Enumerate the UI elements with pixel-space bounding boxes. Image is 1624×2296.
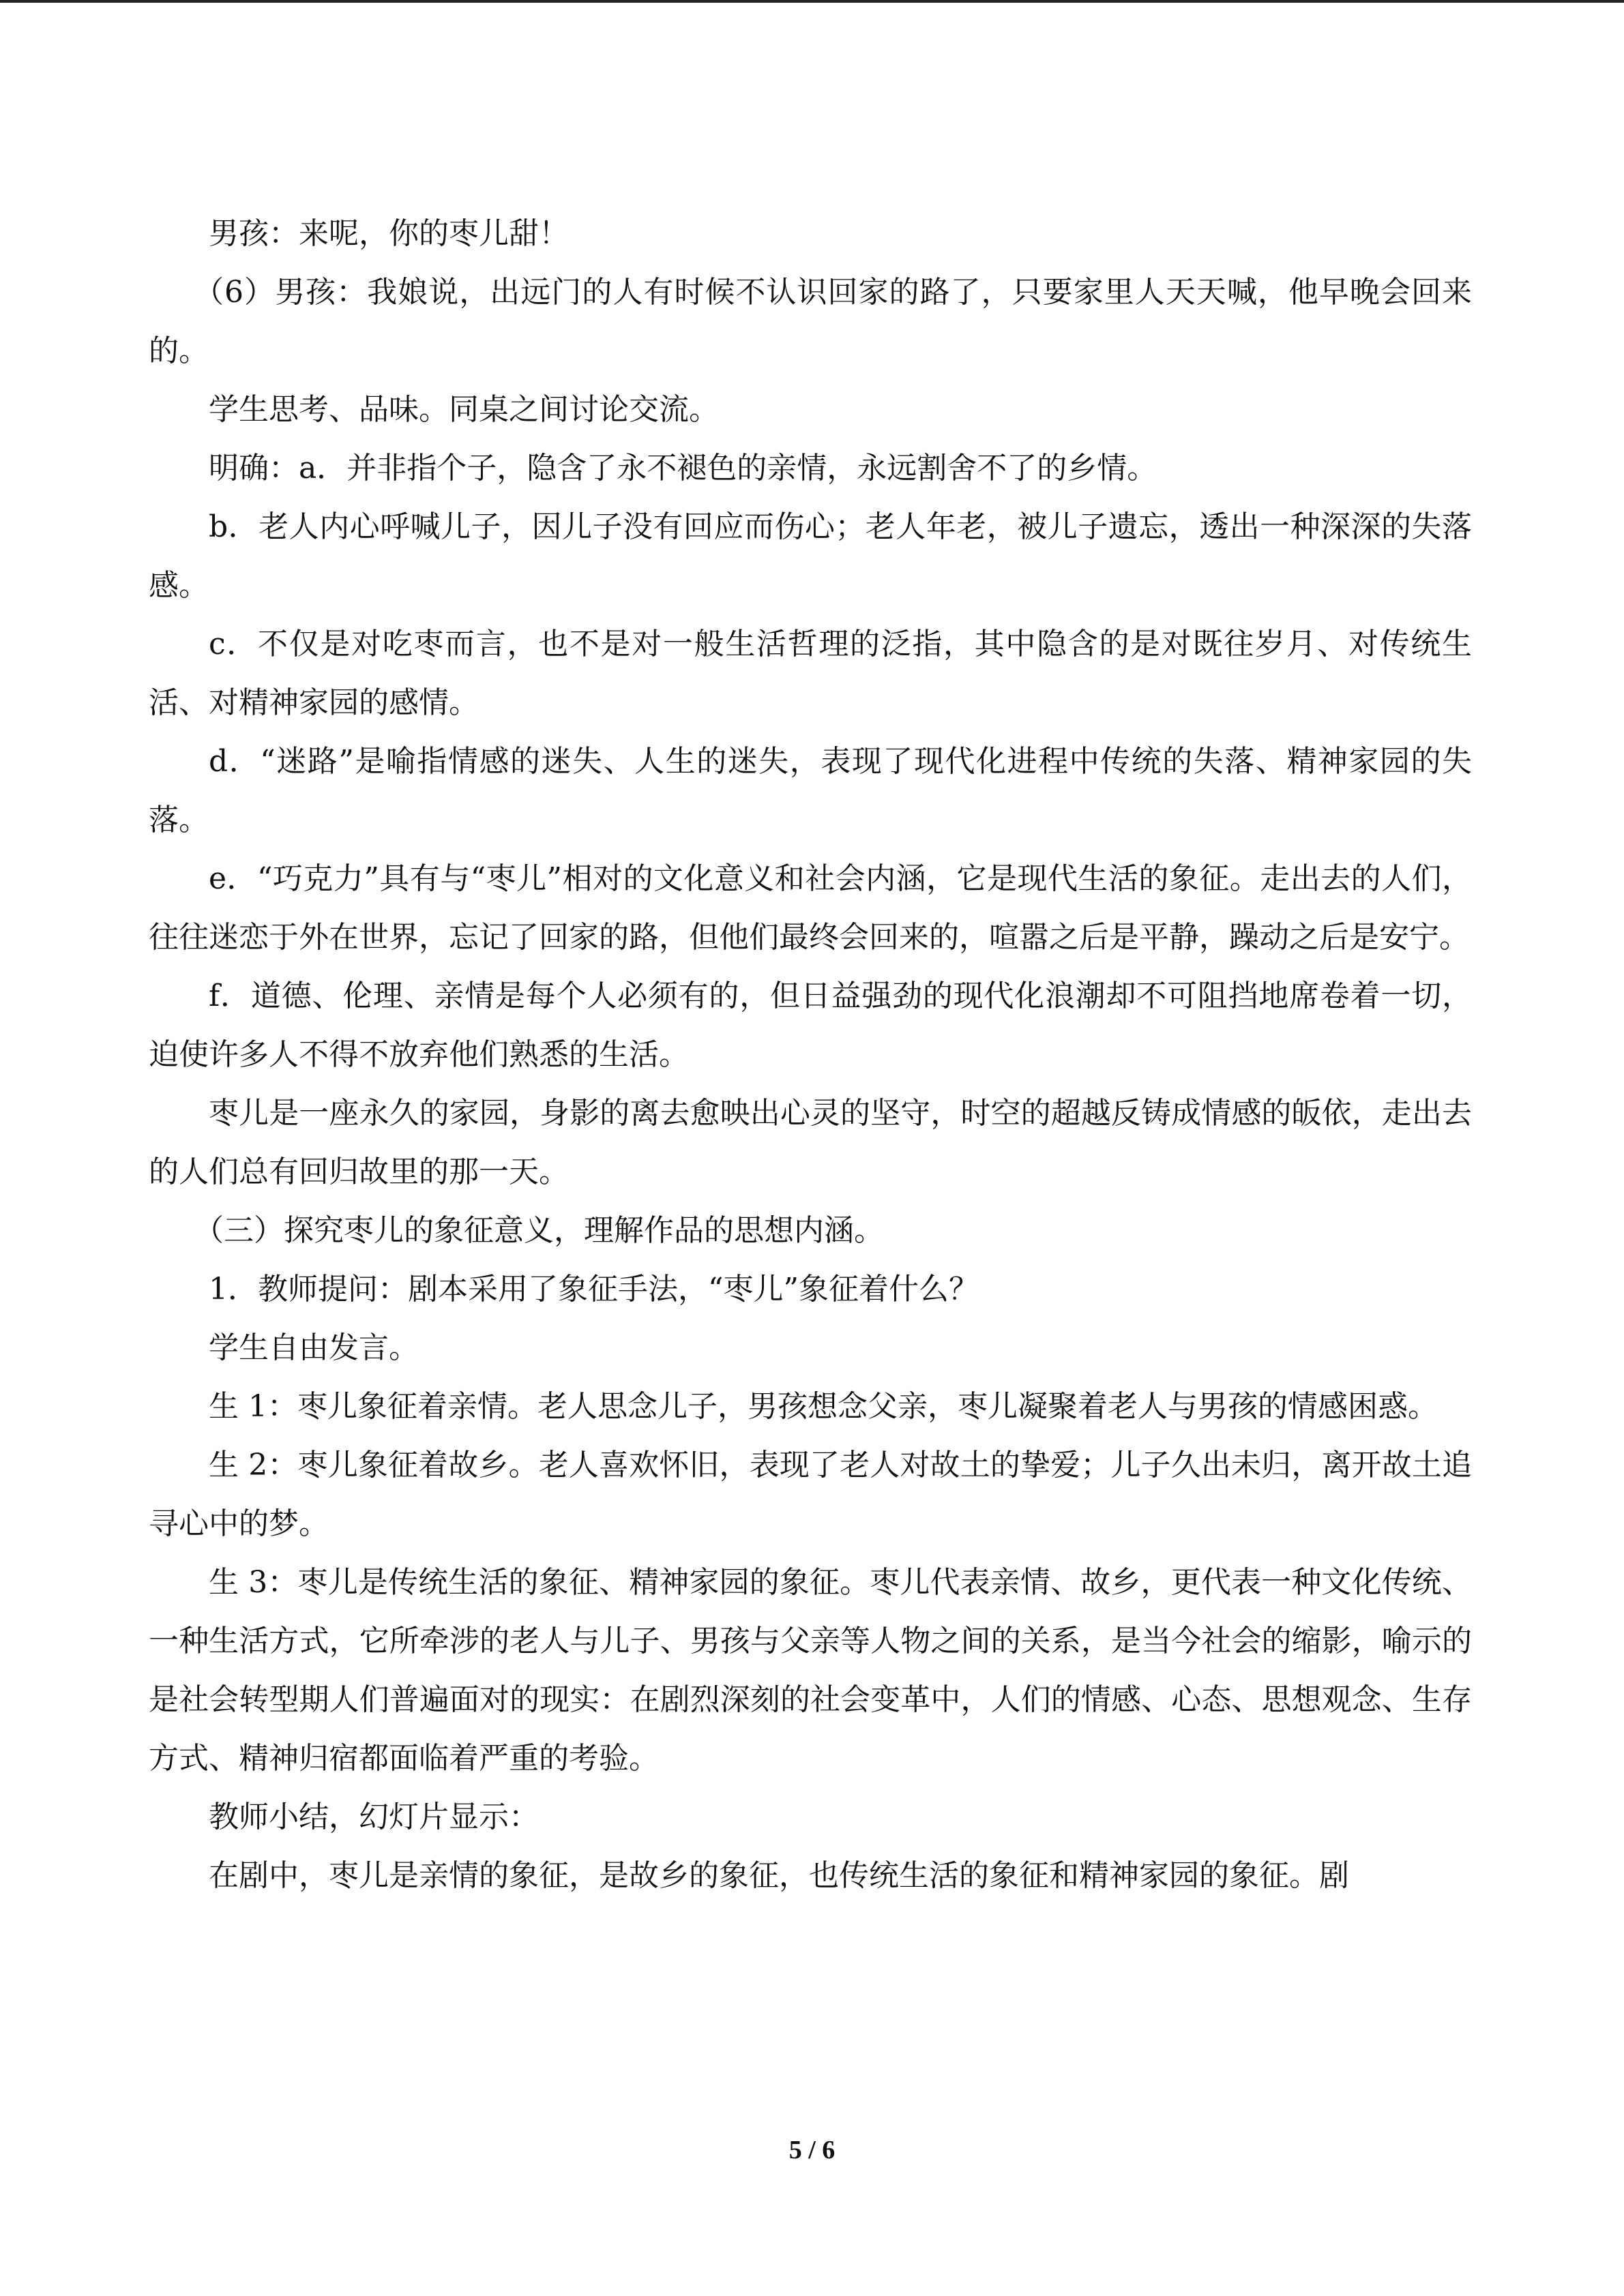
paragraph-answer-e: e．“巧克力”具有与“枣儿”相对的文化意义和社会内涵，它是现代生活的象征。走出去的人们，往往迷恋于外在世界，忘记了回家的路，但他们最终会回来的，喧嚣之后是平静，躁动之后是安宁。: [149, 861, 1472, 955]
paragraph-student-2: 生 2：枣儿象征着故乡。老人喜欢怀旧，表现了老人对故土的挚爱；儿子久出未归，离开故土追寻心中的梦。: [149, 1448, 1472, 1541]
paragraph-dialogue-boy: 男孩：来呢，你的枣儿甜！: [209, 216, 569, 251]
paragraph-answer-d: d．“迷路”是喻指情感的迷失、人生的迷失，表现了现代化进程中传统的失落、精神家园的失落。: [149, 744, 1472, 837]
paragraph-free-speech: 学生自由发言。: [209, 1330, 419, 1365]
page-top-border: [0, 0, 1624, 3]
paragraph-answer-c: c．不仅是对吃枣而言，也不是对一般生活哲理的泛指，其中隐含的是对既往岁月、对传统生活、对精神家园的感情。: [149, 627, 1472, 720]
paragraph-answer-a: 明确：a．并非指个子，隐含了永不褪色的亲情，永远割舍不了的乡情。: [209, 451, 1157, 486]
paragraph-answer-f: f．道德、伦理、亲情是每个人必须有的，但日益强劲的现代化浪潮却不可阻挡地席卷着一切，迫使许多人不得不放弃他们熟悉的生活。: [149, 979, 1472, 1072]
paragraph-student-discussion: 学生思考、品味。同桌之间讨论交流。: [209, 392, 719, 427]
paragraph-teacher-summary: 教师小结，幻灯片显示：: [209, 1800, 539, 1834]
paragraph-item-6: （6）男孩：我娘说，出远门的人有时候不认识回家的路了，只要家里人天天喊，他早晚会回来的。: [149, 275, 1472, 368]
document-body: [149, 205, 1472, 1905]
paragraph-answer-b: b．老人内心呼喊儿子，因儿子没有回应而伤心；老人年老，被儿子遗忘，透出一种深深的失落感。: [149, 509, 1472, 603]
paragraph-conclusion: 在剧中，枣儿是亲情的象征，是故乡的象征，也传统生活的象征和精神家园的象征。剧: [209, 1858, 1349, 1893]
paragraph-summary-home: 枣儿是一座永久的家园，身影的离去愈映出心灵的坚守，时空的超越反铸成情感的皈依，走出去的人们总有回归故里的那一天。: [149, 1096, 1472, 1189]
section-heading-three: （三）探究枣儿的象征意义，理解作品的思想内涵。: [194, 1213, 884, 1248]
paragraph-student-1: 生 1：枣儿象征着亲情。老人思念儿子，男孩想念父亲，枣儿凝聚着老人与男孩的情感困惑。: [209, 1389, 1438, 1424]
page-number: 5 / 6: [788, 2136, 836, 2164]
paragraph-student-3: 生 3：枣儿是传统生活的象征、精神家园的象征。枣儿代表亲情、故乡，更代表一种文化传统、一种生活方式，它所牵涉的老人与儿子、男孩与父亲等人物之间的关系，是当今社会的缩影，喻示的是社会转型期人们普遍面对的现实：在剧烈深刻的社会变革中，人们的情感、心态、思想观念、生存方式、精神归宿都面临着严重的考验。: [149, 1565, 1472, 1776]
paragraph-teacher-question: 1．教师提问：剧本采用了象征手法，“枣儿”象征着什么？: [209, 1272, 979, 1307]
